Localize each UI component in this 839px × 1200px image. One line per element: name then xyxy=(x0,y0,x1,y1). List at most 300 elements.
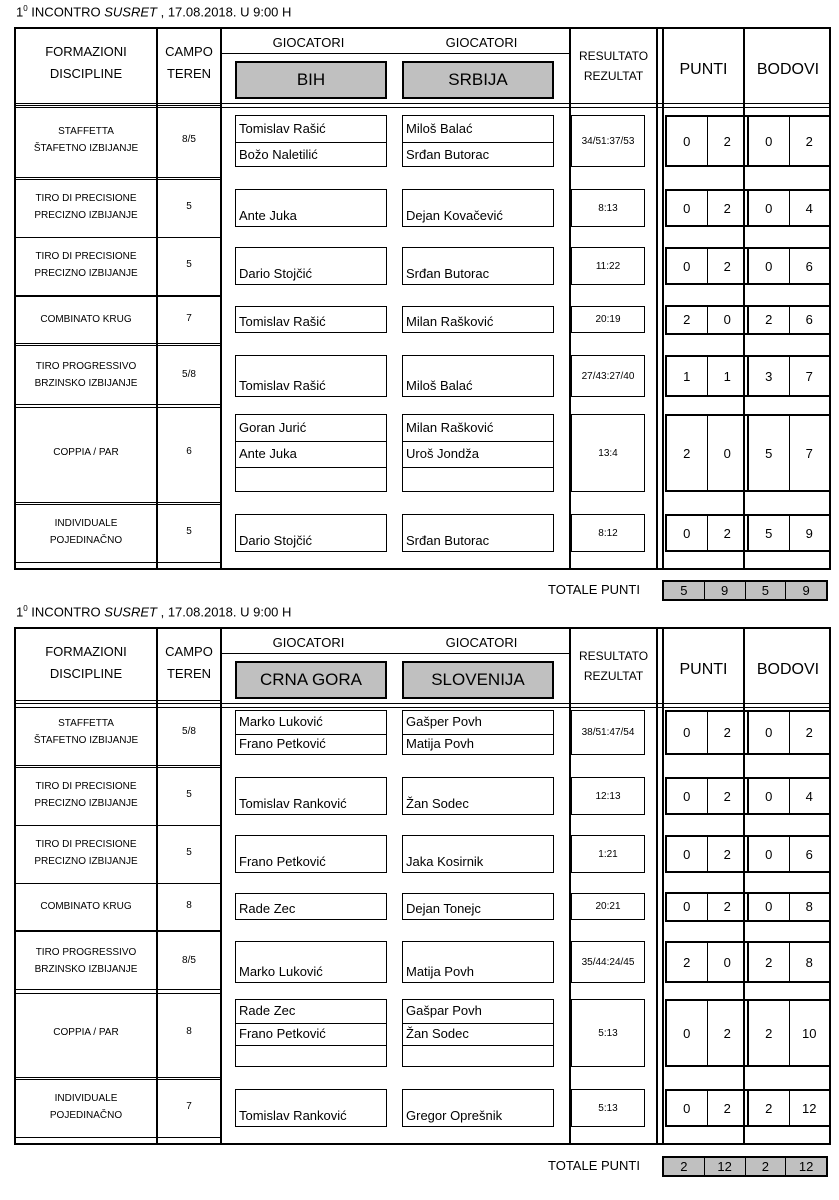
punti-cell: 2 xyxy=(708,191,750,225)
player-name: Matija Povh xyxy=(406,964,474,979)
score-group xyxy=(665,189,831,227)
player-divider xyxy=(236,1045,386,1046)
title-date: , 17.08.2018. U 9:00 H xyxy=(156,604,292,620)
discipline-label-2: PRECIZNO IZBIJANJE xyxy=(34,856,138,867)
match-table xyxy=(14,627,831,1145)
player-name: Rade Zec xyxy=(239,901,296,916)
discipline-label-2: POJEDINAČNO xyxy=(49,535,123,546)
discipline-label: INDIVIDUALE xyxy=(54,518,118,529)
giocatori-underline xyxy=(222,653,569,654)
discipline-label: COMBINATO KRUG xyxy=(40,313,132,325)
bodovi-cell: 2 xyxy=(749,1091,790,1125)
punti-cell: 0 xyxy=(667,712,708,753)
result-box: 8:13 xyxy=(571,189,645,227)
players-right xyxy=(402,306,554,333)
player-name: Frano Petković xyxy=(239,736,326,752)
player-name: Dejan Tonejc xyxy=(406,901,481,916)
player-name: Tomislav Ranković xyxy=(239,796,347,811)
discipline-label-2: POJEDINAČNO xyxy=(49,1110,123,1121)
punti-cell: 0 xyxy=(667,779,708,813)
punti-cell: 1 xyxy=(667,357,708,395)
discipline-label-2: PRECIZNO IZBIJANJE xyxy=(34,798,138,809)
punti-cell: 2 xyxy=(667,307,708,333)
result-box: 20:19 xyxy=(571,306,645,333)
total-punti: 5 xyxy=(664,582,705,599)
discipline-label-2: PRECIZNO IZBIJANJE xyxy=(34,210,138,221)
header-teren: TEREN xyxy=(166,66,212,81)
player-name: Jaka Kosirnik xyxy=(406,854,484,869)
discipline-label: STAFFETTA xyxy=(58,126,114,137)
player-name: Milan Rašković xyxy=(406,419,494,435)
player-name: Gašper Povh xyxy=(406,713,482,729)
players-left xyxy=(235,777,387,815)
row-separator xyxy=(16,1077,156,1078)
row-separator xyxy=(16,883,156,884)
players-right xyxy=(402,941,554,983)
row-separator xyxy=(16,404,156,405)
result-box: 8:12 xyxy=(571,514,645,552)
result-box: 27/43:27/40 xyxy=(571,355,645,397)
bodovi-cell: 7 xyxy=(805,368,813,384)
players-right xyxy=(402,115,554,167)
players-left xyxy=(235,514,387,552)
field-number: 5 xyxy=(186,847,192,858)
players-left xyxy=(235,355,387,397)
team-right: SLOVENIJA xyxy=(402,661,554,699)
player-divider xyxy=(236,1023,386,1024)
discipline-label: TIRO DI PRECISIONE xyxy=(35,251,137,262)
header-campo: CAMPO xyxy=(165,44,213,59)
row-separator xyxy=(158,177,220,178)
score-group xyxy=(665,941,831,983)
players-right xyxy=(402,247,554,285)
result-box: 34/51:37/53 xyxy=(571,115,645,167)
discipline-label: COPPIA / PAR xyxy=(53,447,119,458)
player-name: Srđan Butorac xyxy=(406,533,490,548)
player-divider xyxy=(403,441,553,442)
result-box: 13:4 xyxy=(571,414,645,492)
players-right xyxy=(402,835,554,873)
row-separator xyxy=(158,502,220,503)
header-punti: PUNTI xyxy=(679,61,728,78)
player-divider xyxy=(403,467,553,468)
header-bodovi: BODOVI xyxy=(756,661,820,678)
punti-cell: 2 xyxy=(667,943,708,981)
bodovi-cell: 5 xyxy=(749,416,790,490)
divider-5 xyxy=(662,29,664,568)
title-superscript: 0 xyxy=(23,604,28,613)
title-text: INCONTRO xyxy=(27,604,105,620)
discipline-label: COPPIA / PAR xyxy=(53,1027,119,1038)
player-name: Frano Petković xyxy=(239,854,326,869)
discipline-label: TIRO PROGRESSIVO xyxy=(35,361,137,372)
row-separator xyxy=(158,237,220,238)
player-name: Goran Jurić xyxy=(239,419,307,435)
field-number: 5 xyxy=(186,789,192,800)
row-separator xyxy=(16,237,156,238)
players-right xyxy=(402,414,554,492)
row-separator xyxy=(158,407,220,408)
bodovi-cell: 2 xyxy=(805,133,813,149)
row-separator xyxy=(16,700,156,701)
punti-cell: 2 xyxy=(708,894,750,920)
discipline-label-2: BRZINSKO IZBIJANJE xyxy=(34,378,138,389)
bodovi-cell: 2 xyxy=(805,725,813,740)
players-left xyxy=(235,247,387,285)
total-punti: 9 xyxy=(705,582,746,599)
bodovi-cell: 6 xyxy=(805,258,813,274)
row-separator xyxy=(158,767,220,768)
field-number: 7 xyxy=(186,312,192,324)
discipline-label: TIRO PROGRESSIVO xyxy=(35,947,137,958)
discipline-label: INDIVIDUALE xyxy=(54,1093,118,1104)
row-separator xyxy=(158,931,220,932)
field-number: 8/5 xyxy=(182,134,196,145)
title-italic: SUSRET xyxy=(104,604,157,620)
total-bodovi: 9 xyxy=(802,583,810,598)
field-number: 6 xyxy=(186,446,192,457)
players-right xyxy=(402,189,554,227)
result-box: 5:13 xyxy=(571,1089,645,1127)
players-left xyxy=(235,414,387,492)
row-separator xyxy=(158,345,220,346)
header-bottom xyxy=(16,703,829,704)
total-box xyxy=(662,580,828,601)
match-title xyxy=(16,604,291,619)
bodovi-cell: 0 xyxy=(749,249,790,283)
result-box: 20:21 xyxy=(571,893,645,920)
discipline-label: TIRO DI PRECISIONE xyxy=(35,839,137,850)
player-name: Miloš Balać xyxy=(406,378,473,393)
player-name: Dario Stojčić xyxy=(239,266,312,281)
score-group xyxy=(665,247,831,285)
player-name: Srđan Butorac xyxy=(406,266,490,281)
result-box: 11:22 xyxy=(571,247,645,285)
header-rezultat: REZULTAT xyxy=(583,669,644,683)
players-left xyxy=(235,306,387,333)
header-bodovi: BODOVI xyxy=(756,61,820,78)
bodovi-cell: 8 xyxy=(805,899,813,914)
divider-1 xyxy=(156,29,158,568)
row-separator xyxy=(16,765,156,766)
row-separator xyxy=(16,407,156,408)
punti-cell: 2 xyxy=(708,249,750,283)
players-left xyxy=(235,115,387,167)
row-separator xyxy=(16,343,156,344)
total-bodovi: 12 xyxy=(798,1159,814,1174)
row-separator xyxy=(158,883,220,884)
score-group xyxy=(665,305,831,335)
punti-cell: 0 xyxy=(708,943,750,981)
bodovi-cell: 0 xyxy=(749,779,790,813)
players-right xyxy=(402,710,554,755)
punti-cell: 2 xyxy=(708,117,750,165)
discipline-label-2: BRZINSKO IZBIJANJE xyxy=(34,964,138,975)
bodovi-cell: 4 xyxy=(805,788,813,804)
punti-cell: 0 xyxy=(667,516,708,550)
punti-cell: 2 xyxy=(708,1001,750,1065)
row-separator xyxy=(16,296,156,297)
player-name: Frano Petković xyxy=(239,1025,326,1041)
discipline-label: TIRO DI PRECISIONE xyxy=(35,193,137,204)
players-right xyxy=(402,355,554,397)
row-separator xyxy=(16,993,156,994)
title-date: , 17.08.2018. U 9:00 H xyxy=(156,4,292,20)
row-separator xyxy=(16,825,156,826)
players-left xyxy=(235,999,387,1067)
row-separator xyxy=(16,345,156,346)
row-separator xyxy=(16,502,156,503)
player-divider xyxy=(403,142,553,143)
players-right xyxy=(402,893,554,920)
bodovi-cell: 10 xyxy=(802,1025,817,1041)
row-separator xyxy=(16,1137,156,1138)
header-campo: CAMPO xyxy=(165,644,213,659)
score-group xyxy=(665,710,831,755)
header-resultato: RESULTATO xyxy=(578,649,649,663)
discipline-label: STAFFETTA xyxy=(58,717,114,729)
row-separator xyxy=(16,989,156,990)
player-name: Srđan Butorac xyxy=(406,146,490,162)
punti-cell: 2 xyxy=(708,837,750,871)
bodovi-cell: 9 xyxy=(805,525,813,541)
punti-cell: 0 xyxy=(708,416,750,490)
score-group xyxy=(665,999,831,1067)
player-divider xyxy=(236,734,386,735)
discipline-label-2: PRECIZNO IZBIJANJE xyxy=(34,268,138,279)
row-separator xyxy=(16,1079,156,1080)
row-separator xyxy=(158,404,220,405)
result-box: 5:13 xyxy=(571,999,645,1067)
bodovi-cell: 3 xyxy=(749,357,790,395)
player-name: Miloš Balać xyxy=(406,120,473,136)
header-giocatori-left: GIOCATORI xyxy=(272,635,345,650)
discipline-label: TIRO DI PRECISIONE xyxy=(35,781,137,792)
field-number: 5 xyxy=(186,259,192,270)
bodovi-cell: 6 xyxy=(805,846,813,862)
bodovi-cell: 8 xyxy=(805,954,813,970)
player-name: Matija Povh xyxy=(406,736,474,752)
field-number: 5 xyxy=(186,201,192,212)
header-giocatori-right: GIOCATORI xyxy=(445,635,518,650)
bodovi-cell: 0 xyxy=(749,712,790,753)
title-italic: SUSRET xyxy=(104,4,157,20)
row-separator xyxy=(158,105,220,106)
punti-cell: 2 xyxy=(708,712,750,753)
score-group xyxy=(665,892,831,922)
total-bodovi: 5 xyxy=(746,582,787,599)
bodovi-cell: 6 xyxy=(805,312,813,327)
player-divider xyxy=(236,441,386,442)
header-punti: PUNTI xyxy=(679,661,728,678)
field-number: 5 xyxy=(186,526,192,537)
team-right: SRBIJA xyxy=(402,61,554,99)
player-divider xyxy=(236,142,386,143)
row-separator xyxy=(158,504,220,505)
players-right xyxy=(402,777,554,815)
punti-cell: 0 xyxy=(667,837,708,871)
discipline-label-2: ŠTAFETNO IZBIJANJE xyxy=(33,734,139,746)
punti-cell: 2 xyxy=(708,1091,750,1125)
punti-cell: 1 xyxy=(708,357,750,395)
title-text: INCONTRO xyxy=(27,4,105,20)
player-name: Marko Luković xyxy=(239,964,323,979)
player-name: Tomislav Rašić xyxy=(239,120,326,136)
title-number: 1 xyxy=(16,4,24,20)
punti-cell: 0 xyxy=(667,117,708,165)
header-bottom-2 xyxy=(16,707,829,708)
score-group xyxy=(665,777,831,815)
row-separator xyxy=(158,1077,220,1078)
total-box xyxy=(662,1156,828,1177)
header-formazioni: FORMAZIONI xyxy=(45,644,127,659)
divider-4 xyxy=(656,29,658,568)
player-name: Ante Juka xyxy=(239,208,297,223)
players-right xyxy=(402,514,554,552)
row-separator xyxy=(16,179,156,180)
header-bottom xyxy=(16,103,829,104)
punti-cell: 0 xyxy=(667,191,708,225)
players-left xyxy=(235,941,387,983)
player-name: Dario Stojčić xyxy=(239,533,312,548)
row-separator xyxy=(158,1137,220,1138)
match-title xyxy=(16,4,291,19)
punti-cell: 0 xyxy=(708,307,750,333)
row-separator xyxy=(158,1079,220,1080)
row-separator xyxy=(158,343,220,344)
bodovi-cell: 12 xyxy=(802,1100,817,1116)
row-separator xyxy=(16,504,156,505)
player-name: Uroš Jondža xyxy=(406,445,479,461)
header-formazioni: FORMAZIONI xyxy=(45,44,127,59)
bodovi-cell: 2 xyxy=(749,307,790,333)
players-left xyxy=(235,893,387,920)
giocatori-underline xyxy=(222,53,569,54)
row-separator xyxy=(158,296,220,297)
player-name: Tomislav Rašić xyxy=(239,314,326,329)
result-box: 35/44:24/45 xyxy=(571,941,645,983)
player-divider xyxy=(403,1045,553,1046)
score-group xyxy=(665,115,831,167)
header-giocatori-right: GIOCATORI xyxy=(445,35,518,50)
punti-cell: 0 xyxy=(667,1001,708,1065)
players-right xyxy=(402,1089,554,1127)
total-punti: 2 xyxy=(664,1158,705,1175)
bodovi-cell: 7 xyxy=(805,445,813,461)
player-name: Žan Sodec xyxy=(406,796,469,811)
score-group xyxy=(665,355,831,397)
title-superscript: 0 xyxy=(23,4,28,13)
total-label: TOTALE PUNTI xyxy=(548,1158,640,1173)
header-rezultat: REZULTAT xyxy=(583,69,644,83)
team-left: CRNA GORA xyxy=(235,661,387,699)
field-number: 5/8 xyxy=(182,725,196,737)
team-left: BIH xyxy=(235,61,387,99)
player-divider xyxy=(236,467,386,468)
total-punti: 12 xyxy=(705,1158,746,1175)
bodovi-cell: 0 xyxy=(749,191,790,225)
header-teren: TEREN xyxy=(166,666,212,681)
row-separator xyxy=(158,989,220,990)
player-name: Rade Zec xyxy=(239,1002,296,1018)
player-name: Tomislav Ranković xyxy=(239,1108,347,1123)
punti-cell: 2 xyxy=(708,516,750,550)
score-group xyxy=(665,1089,831,1127)
player-name: Milan Rašković xyxy=(406,314,494,329)
match-table xyxy=(14,27,831,570)
bodovi-cell: 2 xyxy=(749,943,790,981)
bodovi-cell: 0 xyxy=(749,837,790,871)
field-number: 8 xyxy=(186,1026,192,1037)
row-separator xyxy=(16,767,156,768)
players-left xyxy=(235,835,387,873)
players-left xyxy=(235,189,387,227)
discipline-label: COMBINATO KRUG xyxy=(40,900,132,912)
players-left xyxy=(235,1089,387,1127)
row-separator xyxy=(16,562,156,563)
player-name: Žan Sodec xyxy=(406,1025,469,1041)
bodovi-cell: 0 xyxy=(749,894,790,920)
players-right xyxy=(402,999,554,1067)
bodovi-cell: 5 xyxy=(749,516,790,550)
player-name: Dejan Kovačević xyxy=(406,208,503,223)
header-giocatori-left: GIOCATORI xyxy=(272,35,345,50)
field-number: 7 xyxy=(186,1101,192,1112)
player-name: Marko Luković xyxy=(239,713,323,729)
punti-cell: 0 xyxy=(667,249,708,283)
row-separator xyxy=(158,700,220,701)
player-name: Gregor Oprešnik xyxy=(406,1108,503,1123)
field-number: 5/8 xyxy=(182,369,196,380)
punti-cell: 0 xyxy=(667,1091,708,1125)
player-name: Ante Juka xyxy=(239,445,297,461)
field-number: 8/5 xyxy=(182,955,196,966)
player-divider xyxy=(403,1023,553,1024)
header-bottom-2 xyxy=(16,107,829,108)
player-name: Tomislav Rašić xyxy=(239,378,326,393)
bodovi-cell: 2 xyxy=(749,1001,790,1065)
row-separator xyxy=(158,993,220,994)
discipline-label-2: ŠTAFETNO IZBIJANJE xyxy=(33,143,139,154)
score-group xyxy=(665,835,831,873)
player-name: Gašpar Povh xyxy=(406,1002,482,1018)
header-resultato: RESULTATO xyxy=(578,49,649,63)
punti-cell: 2 xyxy=(667,416,708,490)
title-number: 1 xyxy=(16,604,24,620)
bodovi-cell: 0 xyxy=(749,117,790,165)
punti-cell: 0 xyxy=(667,894,708,920)
row-separator xyxy=(158,765,220,766)
header-discipline: DISCIPLINE xyxy=(49,666,123,681)
total-label: TOTALE PUNTI xyxy=(548,582,640,597)
row-separator xyxy=(16,931,156,932)
result-box: 12:13 xyxy=(571,777,645,815)
player-name: Božo Naletilić xyxy=(239,146,318,162)
row-separator xyxy=(158,825,220,826)
row-separator xyxy=(16,177,156,178)
player-divider xyxy=(403,734,553,735)
total-bodovi: 2 xyxy=(746,1158,787,1175)
header-discipline: DISCIPLINE xyxy=(49,66,123,81)
result-box: 38/51:47/54 xyxy=(571,710,645,755)
row-separator xyxy=(16,105,156,106)
bodovi-cell: 4 xyxy=(805,200,813,216)
row-separator xyxy=(158,179,220,180)
score-group xyxy=(665,414,831,492)
punti-cell: 2 xyxy=(708,779,750,813)
divider-2 xyxy=(220,29,222,568)
score-group xyxy=(665,514,831,552)
